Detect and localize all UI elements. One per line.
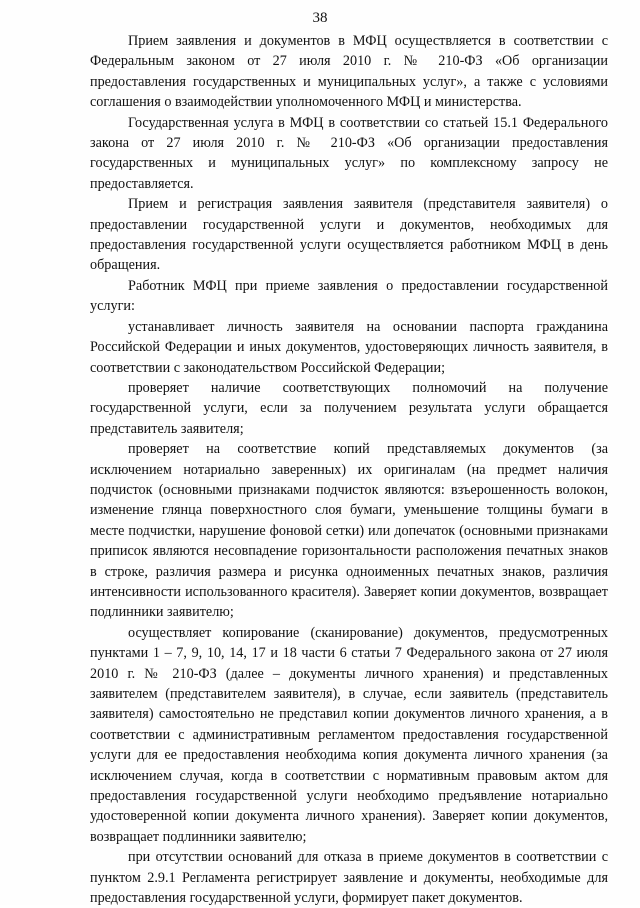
paragraph-registration-final: при отсутствии оснований для отказа в приеме документов в соответствии с пунктом 2.9.1 Регламента регистрирует заявление и документы, необходимые для предоставления государственной услуги, формирует пакет документов.: [90, 849, 608, 907]
paragraph-copies-check: проверяет на соответствие копий представляемых документов (за исключением нотариально заверенных) их оригиналам (на предмет наличия подчисток (основными признаками подчисток являются: взъерошенность волокон, изменение глянца поверхностного слоя бумаги, уменьшение толщины бумаги в месте подчистки, нарушение фоновой сетки) или допечаток (основными признаками приписок являются несовпадение горизонтальности расположения печатных знаков в строке, различия размера и рисунка одноименных печатных знаков, различия интенсивности использованного красителя). Заверяет копии документов, возвращает подлинники заявителю;: [90, 441, 608, 621]
paragraph-copying: осуществляет копирование (сканирование) документов, предусмотренных пунктами 1 – 7, 9, 10, 14, 17 и 18 части 6 статьи 7 Федерального закона от 27 июля 2010 г. № 210-ФЗ (далее – документы личного хранения) и представленных заявителем (представителем заявителя), в случае, если заявитель (представитель заявителя) самостоятельно не представил копии документов личного хранения, а в соответствии с административным регламентом предоставления государственной услуги для ее предоставления необходима копия документа личного хранения (за исключением случая, когда в соответствии с нормативным правовым актом для предоставления государственной услуги необходимо предъявление нотариально удостоверенной копии документа личного хранения). Заверяет копии документов, возвращает подлинники заявителю;: [90, 624, 608, 845]
paragraph-complex-request: Государственная услуга в МФЦ в соответствии со статьей 15.1 Федерального закона от 27 июля 2010 г. № 210-ФЗ «Об организации предоставления государственных и муниципальных услуг» по комплексному запросу не предоставляется.: [90, 114, 608, 192]
paragraph-mfc-acceptance: Прием заявления и документов в МФЦ осуществляется в соответствии с Федеральным законом от 27 июля 2010 г. № 210-ФЗ «Об организации предоставления государственных и муниципальных услуг», а также с условиями соглашения о взаимодействии уполномоченного МФЦ и министерства.: [90, 33, 608, 111]
document-body: [90, 31, 608, 908]
paragraph-authority-check: проверяет наличие соответствующих полномочий на получение государственной услуги, если за получением результата услуги обращается представитель заявителя;: [90, 379, 608, 437]
paragraph-worker-duties-intro: Работник МФЦ при приеме заявления о предоставлении государственной услуги:: [90, 277, 608, 315]
paragraph-identity-check: устанавливает личность заявителя на основании паспорта гражданина Российской Федерации и иных документов, удостоверяющих личность заявителя, в соответствии с законодательством Российской Федерации;: [90, 318, 608, 376]
page-number: 38: [312, 10, 328, 26]
paragraph-registration: Прием и регистрация заявления заявителя (представителя заявителя) о предоставлении государственной услуги и документов, необходимых для предоставления государственной услуги осуществляется работником МФЦ в день обращения.: [90, 196, 608, 274]
